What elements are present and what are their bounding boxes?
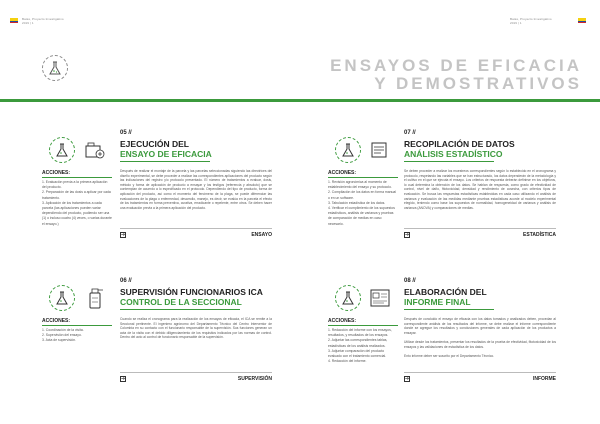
card07-acciones-line bbox=[328, 177, 398, 178]
card06-footer-label: SUPERVISIÓN bbox=[237, 376, 272, 382]
card05-title-underline bbox=[120, 161, 210, 162]
card07-acciones-label: ACCIONES: bbox=[328, 170, 357, 176]
title-divider bbox=[0, 99, 600, 102]
card05-title-line2: ENSAYO DE EFICACIA bbox=[120, 149, 212, 159]
header-left-line1: Batax, Proyecto Investigativo bbox=[22, 17, 64, 21]
colombia-flag-icon-right bbox=[578, 18, 586, 23]
title-flask-icon bbox=[42, 55, 68, 81]
card08-footer-line bbox=[404, 372, 556, 373]
card08-arrow-icon: ➔ bbox=[405, 376, 410, 382]
card08-footer-label: INFORME bbox=[532, 376, 556, 382]
card08-acciones-line bbox=[328, 325, 398, 326]
card06-acciones-label: ACCIONES: bbox=[42, 318, 71, 324]
card08-number: 08 // bbox=[404, 278, 416, 284]
card06-title bbox=[120, 287, 263, 307]
header-right-line1: Batax, Proyecto Investigativo bbox=[510, 17, 552, 21]
card07-body: Se deben proceder a realizar los muestreos correspondientes según lo establecido en el cronograma y protocolo, respetando las variables que se han estructurado, los datos dependerán de la metodología y el cultivo en el que se ejecuta el ensayo. Los criterios de respuesta deberán definirse en los objetivos, lo cual determina la obtención de los datos. Se hablan de respuesta, como grado de efectividad de control, nivel de daño, fitotoxicidad, densidad y rendimiento de cosecha, con criterios tipos de evaluación. Se busca las respuestas estadísticas establecidas en cada caso utilizando el análisis de varianza y evaluación de las medidas mediante pruebas estadísticas acorde al modelo experimental elegido, teniendo como base los supuestos de normalidad, homogeneidad de varianza y análisis de varianza (ANOVA) y comparaciones de medias. bbox=[404, 169, 556, 210]
card05-flask-icon bbox=[49, 137, 75, 163]
card08-acciones-label: ACCIONES: bbox=[328, 318, 357, 324]
card06-title-underline bbox=[120, 309, 240, 310]
card07-title-line1: RECOPILACIÓN DE DATOS bbox=[404, 139, 515, 149]
card07-arrow-icon: ➔ bbox=[405, 232, 410, 238]
card07-data-icon bbox=[368, 140, 392, 160]
card05-title bbox=[120, 139, 212, 159]
card08-title-underline bbox=[404, 309, 494, 310]
colombia-flag-icon-left bbox=[10, 18, 18, 23]
card06-footer-line bbox=[120, 372, 272, 373]
card06-flask-icon bbox=[49, 285, 75, 311]
card06-sprayer-icon bbox=[83, 285, 107, 311]
header-left bbox=[22, 17, 64, 25]
card06-acciones-list: 1. Coordinación de la visita. 2. Supervisión del ensayo. 3. Acta de supervisión. bbox=[42, 328, 84, 343]
card07-number: 07 // bbox=[404, 130, 416, 136]
card05-footer-line bbox=[120, 228, 272, 229]
card05-equipment-icon bbox=[83, 140, 107, 160]
card06-number: 06 // bbox=[120, 278, 132, 284]
card07-acciones-list: 1. Revisión agronómica al momento de establecimiento del ensayo y su protocolo. 2. Compilación de los datos en forma manual o en un software. 3. Tabulación estadística de los datos. 4. Verificar el cumplimiento de los supuestos estadísticos, análisis de varianza y pruebas de comparación de medias en caso necesario. bbox=[328, 180, 397, 226]
card06-body: Cuando se realiza el cronograma para la realización de los ensayos de eficacia, el ICA se remite a la Seccional pertinente. El ingeniero agrónomo del Departamento Técnico del Centro Interventor de Colombia en su contacto con el funcionario responsable de la supervisión. Sus funciones generan un acta de la visita con el debido diligenciamiento de los requisitos indicados por las normas de control. Dentro del acto al control de funcionario responsable de la supervisión. bbox=[120, 317, 272, 340]
page-title-line2: Y DEMOSTRATIVOS bbox=[374, 74, 582, 93]
card05-arrow-icon: ➔ bbox=[121, 232, 126, 238]
header-right bbox=[510, 17, 552, 25]
card08-report-icon bbox=[368, 287, 392, 309]
card07-title bbox=[404, 139, 515, 159]
card08-title-line1: ELABORACIÓN DEL bbox=[404, 287, 487, 297]
header-right-line2: 2019 | 1 bbox=[510, 21, 522, 25]
card05-acciones-list: 1. Evaluación previa a la primera aplicación del producto. 2. Preparación de las dosis a aplicar por cada tratamiento. 3. Aplicación de los tratamientos a cada parcela (las aplicaciones pueden variar dependiendo del producto, pudiendo ser una (1) o incluso cuatro (4) veces, o varias durante el ensayo.) bbox=[42, 180, 112, 226]
card06-arrow-icon: ➔ bbox=[121, 376, 126, 382]
card06-acciones-line bbox=[42, 325, 112, 326]
card08-title bbox=[404, 287, 487, 307]
card08-acciones-list: 1. Redacción del informe con los ensayos, resultados, y resultados de los ensayos. 2. Adjuntar las correspondientes tablas, estadísticas de los análisis realizados. 3. Adjuntar comparación del producto evaluado con el tratamiento comercial. 4. Redacción del informe. bbox=[328, 328, 392, 364]
page-title bbox=[300, 57, 582, 93]
card05-number: 05 // bbox=[120, 130, 132, 136]
card08-flask-icon bbox=[335, 285, 361, 311]
card07-footer-line bbox=[404, 228, 556, 229]
card05-title-line1: EJECUCIÓN DEL bbox=[120, 139, 189, 149]
card07-footer-label: ESTADÍSTICA bbox=[523, 232, 556, 238]
card07-flask-icon bbox=[335, 137, 361, 163]
card08-body: Después de concluido el ensayo de eficacia con los datos tomados y analizados deben, procedan al correspondiente análisis de los resultados del informe, se debe realizar el informe correspondiente donde se agregue los resultados y conclusiones generales de cada aplicación de los productos a ensayar. Utilizar desde los tratamientos, presentar los resultados de la prueba de efectividad, fitotoxicidad de los ensayos y las validaciones de estadística de los datos. Ento informe deber ser suscrito por el Departamento Técnico. bbox=[404, 317, 556, 358]
card06-title-line2: CONTROL DE LA SECCIONAL bbox=[120, 297, 242, 307]
card05-acciones-label: ACCIONES: bbox=[42, 170, 71, 176]
card07-title-line2: ANÁLISIS ESTADÍSTICO bbox=[404, 149, 503, 159]
card05-footer-label: ENSAYO bbox=[251, 232, 272, 238]
page-title-line1: ENSAYOS DE EFICACIA bbox=[330, 56, 582, 75]
card06-title-line1: SUPERVISIÓN FUNCIONARIOS ICA bbox=[120, 287, 263, 297]
card08-title-line2: INFORME FINAL bbox=[404, 297, 471, 307]
header-left-line2: 2019 | 1 bbox=[22, 21, 34, 25]
card05-acciones-line bbox=[42, 177, 112, 178]
card05-body: Después de realizar el montaje de la parcela y las parcelas seleccionadas siguiendo las directrices del diseño experimental, se debe proceder a realizar las correspondientes aplicaciones del producto según las indicaciones del registro y/o protocolo presentado. El número de tratamientos a evaluar, dosis, método y forma de aplicación de producto a ensayar y los testigos (referencia y absoluto) que se contemplan de acuerdo a lo especificado en el protocolo. Dependiendo del tipo de producto, forma de aplicación del producto, así como el momento del fenómeno de la plaga, se puede diferenciar las evaluaciones de la plaga o enfermedad, desarrollo, manejo, es decir, se evalúa en la parcela el efecto de los tratamientos en forma preventiva, curativa, erradicante o repelente, entre otros. Se deben hacer una evaluación previa a la primera aplicación del producto. bbox=[120, 169, 272, 210]
card07-title-underline bbox=[404, 161, 494, 162]
